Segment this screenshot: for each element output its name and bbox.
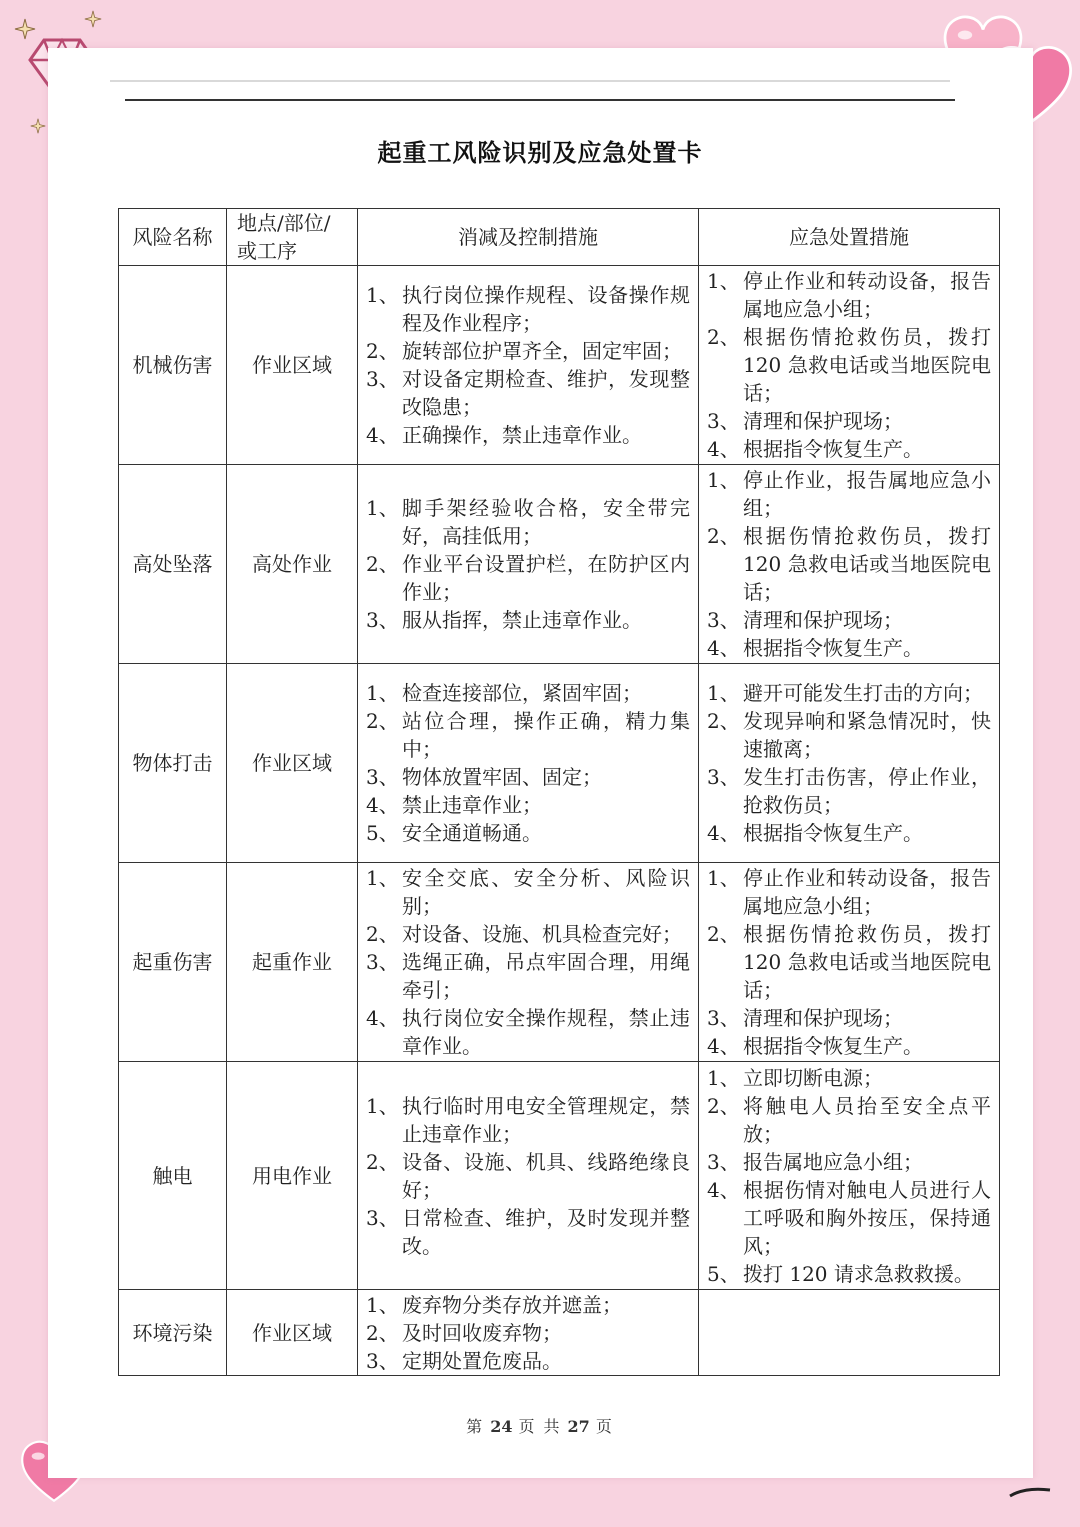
item-number: 2、 — [707, 709, 740, 733]
item-number: 5、 — [707, 1261, 740, 1286]
control-measure-item — [366, 948, 690, 1004]
emergency-measure-item — [707, 679, 991, 707]
item-text: 发现异响和紧急情况时，快速撤离； — [743, 709, 991, 761]
header-rule — [125, 99, 955, 101]
item-number: 3、 — [707, 608, 740, 632]
control-measures-list — [366, 679, 690, 847]
item-text: 废弃物分类存放并遮盖； — [402, 1292, 622, 1317]
risk-name-cell: 高处坠落 — [119, 465, 227, 664]
emergency-measures-cell — [699, 1062, 1000, 1290]
item-text: 执行临时用电安全管理规定，禁止违章作业； — [402, 1093, 690, 1146]
item-number: 1、 — [707, 866, 740, 890]
emergency-measures-list — [707, 864, 991, 1060]
item-number: 4、 — [366, 1006, 399, 1030]
control-measure-item — [366, 679, 690, 707]
emergency-measure-item — [707, 522, 991, 606]
control-measure-item — [366, 421, 690, 449]
item-text: 作业平台设置护栏，在防护区内作业； — [402, 552, 690, 604]
item-number: 1、 — [707, 269, 740, 293]
item-number: 3、 — [366, 950, 399, 974]
item-text: 旋转部位护罩齐全，固定牢固； — [402, 339, 682, 363]
item-text: 执行岗位安全操作规程，禁止违章作业。 — [402, 1006, 690, 1058]
emergency-measures-list — [707, 679, 991, 847]
item-text: 根据指令恢复生产。 — [743, 636, 923, 660]
table-body — [119, 266, 1000, 1376]
item-number: 2、 — [707, 325, 740, 349]
risk-table — [118, 208, 1000, 1376]
header-location: 地点/部位/或工序 — [227, 209, 358, 266]
table-header-row — [119, 209, 1000, 266]
sparkle-icon — [84, 10, 102, 28]
item-number: 2、 — [366, 552, 399, 576]
item-number: 4、 — [707, 821, 740, 845]
header-control-measures: 消减及控制措施 — [358, 209, 699, 266]
item-text: 及时回收废弃物； — [402, 1320, 562, 1345]
control-measure-item — [366, 1092, 690, 1148]
item-text: 停止作业和转动设备，报告属地应急小组； — [743, 866, 991, 918]
item-text: 将触电人员抬至安全点平放； — [743, 1093, 991, 1146]
emergency-measure-item — [707, 819, 991, 847]
emergency-measures-cell — [699, 664, 1000, 863]
item-text: 对设备、设施、机具检查完好； — [402, 922, 682, 946]
item-text: 脚手架经验收合格，安全带完好，高挂低用； — [402, 496, 690, 548]
emergency-measure-item — [707, 1032, 991, 1060]
control-measure-item — [366, 819, 690, 847]
item-number: 3、 — [366, 1348, 399, 1373]
control-measure-item — [366, 1319, 690, 1347]
item-text: 选绳正确，吊点牢固合理，用绳牵引； — [402, 950, 690, 1002]
item-number: 1、 — [366, 681, 399, 705]
item-number: 2、 — [366, 922, 399, 946]
control-measure-item — [366, 1291, 690, 1319]
location-cell: 用电作业 — [227, 1062, 358, 1290]
item-text: 禁止违章作业； — [402, 793, 542, 817]
location-cell: 作业区域 — [227, 266, 358, 465]
item-number: 4、 — [707, 636, 740, 660]
emergency-measure-item — [707, 435, 991, 463]
emergency-measure-item — [707, 407, 991, 435]
emergency-measure-item — [707, 323, 991, 407]
item-text: 服从指挥，禁止违章作业。 — [402, 608, 642, 632]
emergency-measures-cell — [699, 266, 1000, 465]
emergency-measures-list — [707, 267, 991, 463]
item-number: 1、 — [707, 468, 740, 492]
item-text: 报告属地应急小组； — [743, 1149, 923, 1174]
risk-name-cell: 起重伤害 — [119, 863, 227, 1062]
risk-name-cell: 环境污染 — [119, 1290, 227, 1376]
emergency-measures-list — [707, 1064, 991, 1288]
item-number: 4、 — [366, 423, 399, 447]
table-row — [119, 863, 1000, 1062]
item-text: 拨打 120 请求急救救援。 — [743, 1261, 974, 1286]
table-row — [119, 465, 1000, 664]
table-row — [119, 1290, 1000, 1376]
control-measures-list — [366, 1092, 690, 1260]
item-number: 1、 — [366, 283, 399, 307]
emergency-measure-item — [707, 920, 991, 1004]
item-text: 根据指令恢复生产。 — [743, 437, 923, 461]
control-measures-list — [366, 494, 690, 634]
risk-name-cell: 物体打击 — [119, 664, 227, 863]
control-measure-item — [366, 337, 690, 365]
current-page-number: 24 — [490, 1417, 513, 1436]
item-text: 根据伤情抢救伤员，拨打120 急救电话或当地医院电话； — [743, 922, 991, 1002]
item-text: 清理和保护现场； — [743, 1006, 903, 1030]
pen-mark-icon — [1008, 1486, 1052, 1500]
control-measure-item — [366, 281, 690, 337]
control-measures-cell — [358, 863, 699, 1062]
page-title: 起重工风险识别及应急处置卡 — [377, 138, 703, 167]
sparkle-icon — [14, 18, 36, 40]
control-measure-item — [366, 1004, 690, 1060]
item-text: 对设备定期检查、维护，发现整改隐患； — [402, 367, 690, 419]
table-row — [119, 1062, 1000, 1290]
control-measure-item — [366, 763, 690, 791]
item-number: 2、 — [366, 339, 399, 363]
control-measures-list — [366, 1291, 690, 1375]
risk-name-cell: 触电 — [119, 1062, 227, 1290]
header-emergency-measures: 应急处置措施 — [699, 209, 1000, 266]
emergency-measure-item — [707, 1148, 991, 1176]
emergency-measure-item — [707, 707, 991, 763]
emergency-measures-cell — [699, 1290, 1000, 1376]
item-number: 1、 — [366, 1292, 399, 1317]
item-number: 3、 — [707, 409, 740, 433]
control-measures-list — [366, 864, 690, 1060]
control-measures-cell — [358, 266, 699, 465]
item-text: 停止作业和转动设备，报告属地应急小组； — [743, 269, 991, 321]
header-risk-name: 风险名称 — [119, 209, 227, 266]
item-number: 2、 — [366, 1320, 399, 1345]
emergency-measure-item — [707, 1260, 991, 1288]
item-number: 4、 — [707, 1034, 740, 1058]
location-cell: 作业区域 — [227, 1290, 358, 1376]
item-text: 定期处置危废品。 — [402, 1348, 562, 1373]
control-measures-cell — [358, 1290, 699, 1376]
footer-prefix: 第 — [466, 1417, 485, 1436]
item-number: 3、 — [366, 608, 399, 632]
item-number: 3、 — [366, 367, 399, 391]
control-measure-item — [366, 707, 690, 763]
item-number: 3、 — [366, 765, 399, 789]
control-measure-item — [366, 494, 690, 550]
footer-suffix: 页 — [595, 1417, 614, 1436]
control-measure-item — [366, 1204, 690, 1260]
item-number: 1、 — [366, 866, 399, 890]
control-measure-item — [366, 864, 690, 920]
item-number: 2、 — [707, 1093, 740, 1118]
emergency-measure-item — [707, 1176, 991, 1260]
control-measure-item — [366, 365, 690, 421]
item-number: 4、 — [707, 437, 740, 461]
location-cell: 高处作业 — [227, 465, 358, 664]
item-number: 4、 — [707, 1177, 740, 1202]
control-measure-item — [366, 791, 690, 819]
item-text: 物体放置牢固、固定； — [402, 765, 602, 789]
control-measure-item — [366, 1347, 690, 1375]
control-measures-cell — [358, 465, 699, 664]
item-text: 执行岗位操作规程、设备操作规程及作业程序； — [402, 283, 690, 335]
control-measures-list — [366, 281, 690, 449]
emergency-measure-item — [707, 1064, 991, 1092]
control-measures-cell — [358, 664, 699, 863]
item-text: 立即切断电源； — [743, 1065, 883, 1090]
item-text: 根据伤情对触电人员进行人工呼吸和胸外按压，保持通风； — [743, 1177, 991, 1258]
location-cell: 作业区域 — [227, 664, 358, 863]
item-text: 清理和保护现场； — [743, 409, 903, 433]
item-number: 3、 — [707, 765, 740, 789]
item-number: 4、 — [366, 793, 399, 817]
control-measure-item — [366, 920, 690, 948]
control-measure-item — [366, 550, 690, 606]
emergency-measures-list — [707, 466, 991, 662]
header-rule-light — [110, 80, 950, 82]
item-number: 2、 — [707, 524, 740, 548]
control-measure-item — [366, 606, 690, 634]
item-text: 避开可能发生打击的方向； — [743, 681, 983, 705]
item-number: 2、 — [366, 1149, 399, 1174]
emergency-measure-item — [707, 763, 991, 819]
risk-name-cell: 机械伤害 — [119, 266, 227, 465]
item-number: 3、 — [707, 1006, 740, 1030]
item-text: 安全交底、安全分析、风险识别； — [402, 866, 690, 918]
item-number: 2、 — [707, 922, 740, 946]
emergency-measure-item — [707, 606, 991, 634]
sparkle-icon — [30, 118, 46, 134]
table-row — [119, 266, 1000, 465]
item-text: 根据指令恢复生产。 — [743, 821, 923, 845]
item-text: 清理和保护现场； — [743, 608, 903, 632]
item-text: 发生打击伤害，停止作业，抢救伤员； — [743, 765, 991, 817]
emergency-measure-item — [707, 1092, 991, 1148]
emergency-measure-item — [707, 1004, 991, 1032]
location-cell: 起重作业 — [227, 863, 358, 1062]
item-number: 2、 — [366, 709, 399, 733]
item-text: 根据伤情抢救伤员，拨打120 急救电话或当地医院电话； — [743, 524, 991, 604]
emergency-measures-cell — [699, 465, 1000, 664]
item-number: 3、 — [366, 1205, 399, 1230]
emergency-measures-cell — [699, 863, 1000, 1062]
item-number: 1、 — [707, 1065, 740, 1090]
item-number: 1、 — [366, 496, 399, 520]
control-measure-item — [366, 1148, 690, 1204]
total-pages-number: 27 — [567, 1417, 590, 1436]
item-text: 根据伤情抢救伤员，拨打120 急救电话或当地医院电话； — [743, 325, 991, 405]
item-number: 3、 — [707, 1149, 740, 1174]
item-text: 停止作业，报告属地应急小组； — [743, 468, 991, 520]
page-footer — [0, 1414, 1080, 1437]
item-number: 5、 — [366, 821, 399, 845]
emergency-measure-item — [707, 634, 991, 662]
table-row — [119, 664, 1000, 863]
emergency-measure-item — [707, 466, 991, 522]
item-text: 站位合理，操作正确，精力集中； — [402, 709, 690, 761]
footer-middle: 页 共 — [518, 1417, 562, 1436]
item-text: 根据指令恢复生产。 — [743, 1034, 923, 1058]
item-text: 设备、设施、机具、线路绝缘良好； — [402, 1149, 690, 1202]
item-text: 正确操作，禁止违章作业。 — [402, 423, 642, 447]
item-number: 1、 — [707, 681, 740, 705]
emergency-measure-item — [707, 864, 991, 920]
item-text: 日常检查、维护，及时发现并整改。 — [402, 1205, 690, 1258]
item-number: 1、 — [366, 1093, 399, 1118]
item-text: 安全通道畅通。 — [402, 821, 542, 845]
control-measures-cell — [358, 1062, 699, 1290]
item-text: 检查连接部位，紧固牢固； — [402, 681, 642, 705]
emergency-measure-item — [707, 267, 991, 323]
